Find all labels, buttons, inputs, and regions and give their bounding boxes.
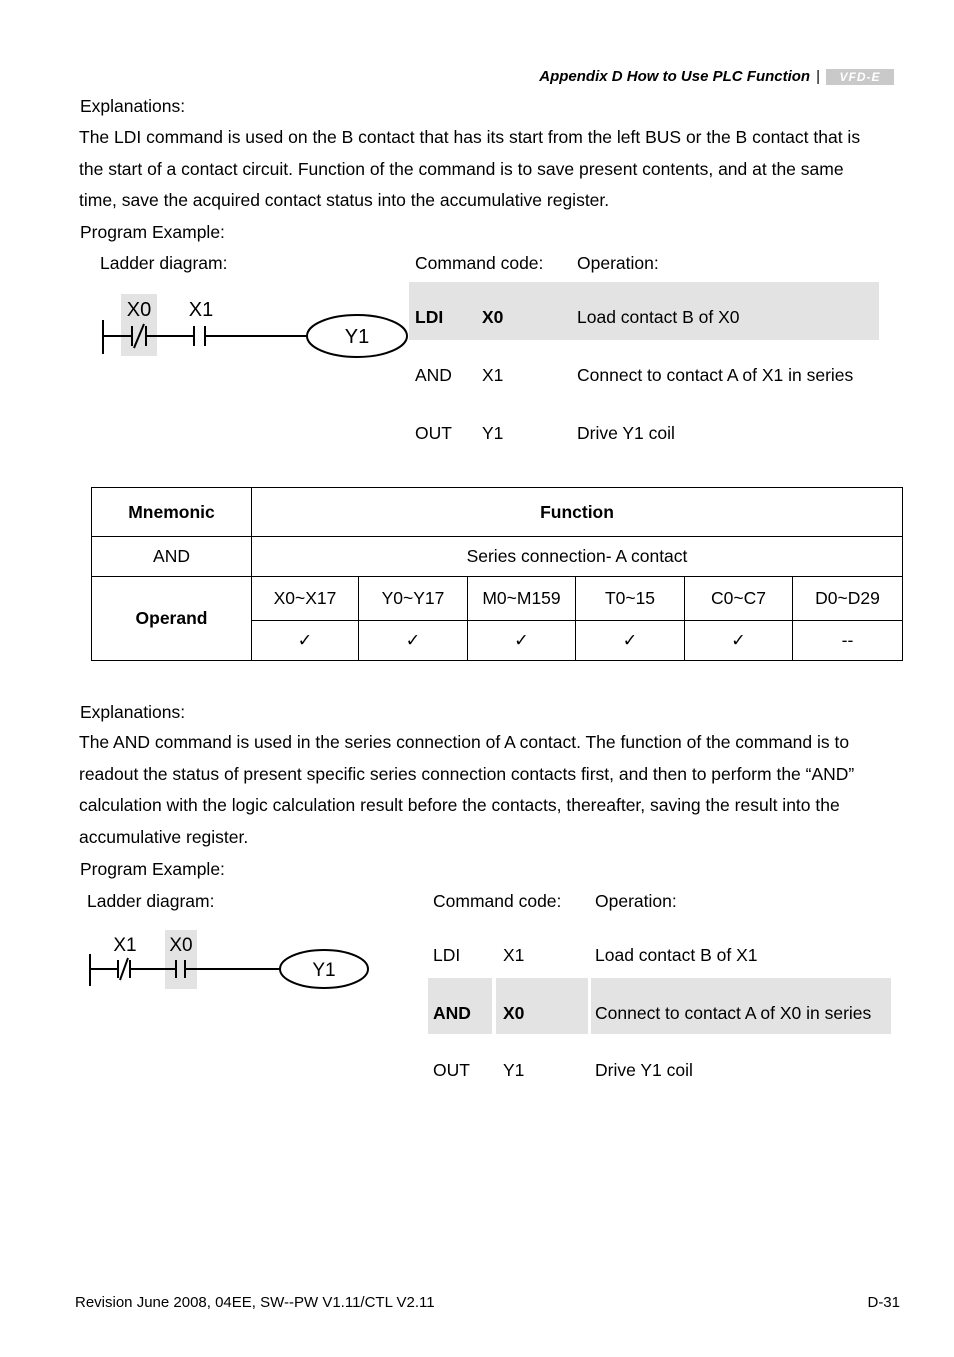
header-separator: | [816, 68, 820, 85]
table-row [92, 537, 903, 577]
table-cell-operand: Y0~Y17 [359, 577, 468, 621]
program-example-label: Program Example: [80, 859, 225, 879]
page-number: D-31 [867, 1294, 900, 1311]
command-operation: Connect to contact A of X1 in series [577, 365, 854, 385]
command-operand: X0 [482, 307, 504, 327]
table-cell-support: ✓ [685, 621, 793, 661]
command-operation: Connect to contact A of X0 in series [595, 1003, 872, 1023]
explanation-paragraph [79, 122, 909, 217]
contact-label: X0 [126, 299, 152, 321]
coil-label: Y1 [344, 326, 370, 348]
command-operation: Load contact B of X1 [595, 945, 758, 965]
command-operand: Y1 [482, 423, 504, 443]
mnemonic-table [91, 487, 903, 661]
ladder-diagram-label: Ladder diagram: [100, 253, 228, 273]
table-cell-support: ✓ [359, 621, 468, 661]
header-title: Appendix D How to Use PLC Function [539, 68, 811, 85]
explanation-line: time, save the acquired contact status into the accumulative register. [79, 190, 610, 210]
command-operand: X1 [482, 365, 504, 385]
explanation-line: The AND command is used in the series connection of A contact. The function of the command is to [79, 732, 850, 752]
command-code: OUT [433, 1060, 470, 1080]
table-cell-support: ✓ [468, 621, 576, 661]
contact-label: X1 [188, 299, 214, 321]
coil-label: Y1 [312, 960, 336, 981]
command-operand: X0 [503, 1003, 525, 1023]
command-code: AND [415, 365, 452, 385]
table-cell-support: ✓ [252, 621, 359, 661]
table-cell-support: ✓ [576, 621, 685, 661]
table-cell-operand-label: Operand [92, 577, 252, 661]
command-operation: Drive Y1 coil [595, 1060, 693, 1080]
footer-revision: Revision June 2008, 04EE, SW--PW V1.11/CTL V2.11 [75, 1294, 435, 1311]
operation-label: Operation: [577, 253, 659, 273]
table-cell-operand: X0~X17 [252, 577, 359, 621]
table-cell-operand: T0~15 [576, 577, 685, 621]
program-example-label: Program Example: [80, 222, 225, 242]
explanations-label: Explanations: [80, 702, 186, 722]
contact-label: X0 [169, 935, 193, 956]
ladder-diagram-label: Ladder diagram: [87, 891, 215, 911]
nc-contact-slash [120, 958, 128, 980]
command-operand: Y1 [503, 1060, 525, 1080]
explanation-line: accumulative register. [79, 826, 249, 847]
command-code: AND [433, 1003, 471, 1023]
command-operation: Load contact B of X0 [577, 307, 740, 327]
operation-label: Operation: [595, 891, 677, 911]
command-code-label: Command code: [433, 891, 562, 911]
table-cell-operand: D0~D29 [793, 577, 903, 621]
command-code: LDI [433, 945, 461, 965]
explanation-line: readout the status of present specific series connection contacts first, and then to perform the “AND” [79, 763, 855, 784]
table-cell-operand: M0~M159 [468, 577, 576, 621]
table-cell-support: -- [793, 621, 903, 661]
explanation-line: The LDI command is used on the B contact that has its start from the left BUS or the B contact that is [79, 127, 861, 147]
table-cell-mnemonic: AND [92, 537, 252, 577]
table-cell-function: Series connection- A contact [252, 537, 903, 577]
ladder-diagram [84, 928, 384, 998]
table-header-mnemonic: Mnemonic [92, 488, 252, 537]
command-code: LDI [415, 307, 444, 327]
explanation-line: the start of a contact circuit. Function of the command is to save present contents, and at the same [79, 158, 844, 179]
command-code: OUT [415, 423, 452, 443]
explanations-label: Explanations: [80, 96, 186, 116]
table-row [92, 488, 903, 537]
command-operand: X1 [503, 945, 525, 965]
explanation-line: calculation with the logic calculation result before the contacts, thereafter, saving the result into the [79, 795, 840, 815]
table-cell-operand: C0~C7 [685, 577, 793, 621]
table-row [92, 577, 903, 621]
command-operation: Drive Y1 coil [577, 423, 675, 443]
table-header-function: Function [252, 488, 903, 537]
brand-logo: VFD-E [826, 69, 894, 85]
command-code-label: Command code: [415, 253, 544, 273]
explanation-paragraph [79, 727, 909, 853]
contact-label: X1 [113, 935, 137, 956]
ladder-diagram [95, 290, 415, 370]
page-header [539, 68, 894, 85]
